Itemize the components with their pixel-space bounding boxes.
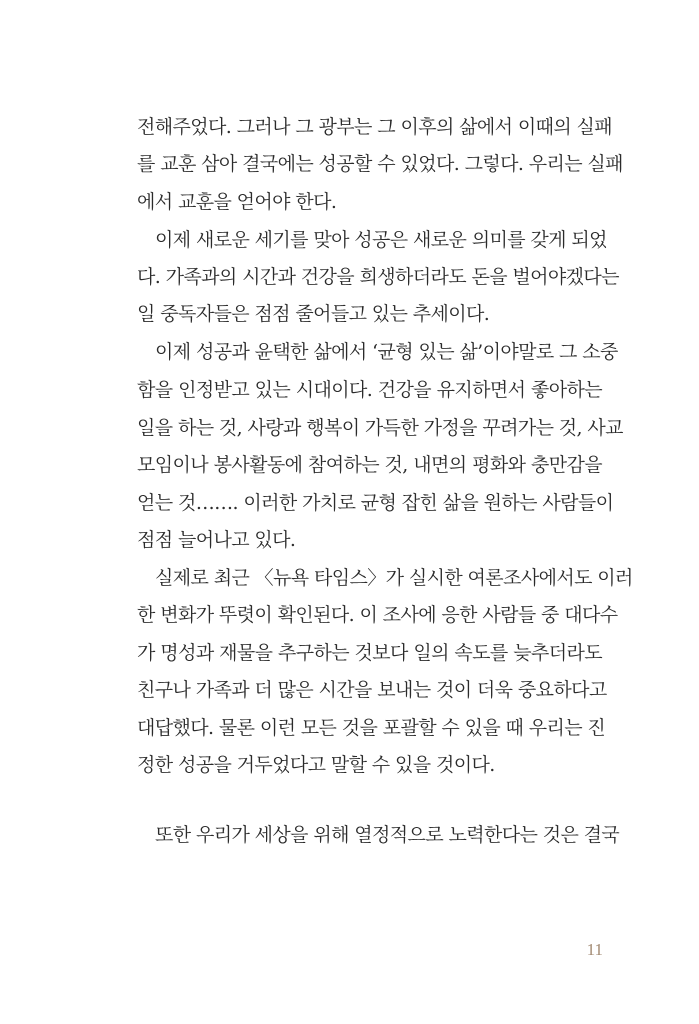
text-line: 점점 늘어나고 있다. [137, 529, 296, 551]
text-line: 함을 인정받고 있는 시대이다. 건강을 유지하면서 좋아하는 [137, 379, 602, 401]
text-line: 를 교훈 삼아 결국에는 성공할 수 있었다. 그렇다. 우리는 실패 [137, 153, 623, 175]
text-line: 모임이나 봉사활동에 참여하는 것, 내면의 평화와 충만감을 [137, 454, 602, 476]
page-number: 11 [586, 940, 603, 959]
text-line: 또한 우리가 세상을 위해 열정적으로 노력한다는 것은 결국 [155, 824, 620, 846]
text-line: 일 중독자들은 점점 줄어들고 있는 추세이다. [137, 303, 490, 325]
text-line: 이제 새로운 세기를 맞아 성공은 새로운 의미를 갖게 되었 [155, 229, 607, 251]
text-line: 대답했다. 물론 이런 모든 것을 포괄할 수 있을 때 우리는 진 [137, 717, 606, 739]
text-line: 일을 하는 것, 사랑과 행복이 가득한 가정을 꾸려가는 것, 사교 [137, 417, 623, 439]
text-line: 전해주었다. 그러나 그 광부는 그 이후의 삶에서 이때의 실패 [137, 116, 613, 138]
text-line: 친구나 가족과 더 많은 시간을 보내는 것이 더욱 중요하다고 [137, 679, 607, 701]
text-line: 실제로 최근 〈뉴욕 타임스〉가 실시한 여론조사에서도 이러 [155, 567, 633, 589]
text-line: 에서 교훈을 얻어야 한다. [137, 191, 337, 213]
text-line: 다. 가족과의 시간과 건강을 희생하더라도 돈을 벌어야겠다는 [137, 266, 619, 288]
text-line: 한 변화가 뚜렷이 확인된다. 이 조사에 응한 사람들 중 대다수 [137, 604, 618, 626]
text-line: 가 명성과 재물을 추구하는 것보다 일의 속도를 늦추더라도 [137, 642, 602, 664]
text-line: 이제 성공과 윤택한 삶에서 ‘균형 있는 삶’이야말로 그 소중 [155, 341, 618, 363]
text-line: 얻는 것……. 이러한 가치로 균형 잡힌 삶을 원하는 사람들이 [137, 492, 614, 514]
text-line: 정한 성공을 거두었다고 말할 수 있을 것이다. [137, 754, 495, 776]
